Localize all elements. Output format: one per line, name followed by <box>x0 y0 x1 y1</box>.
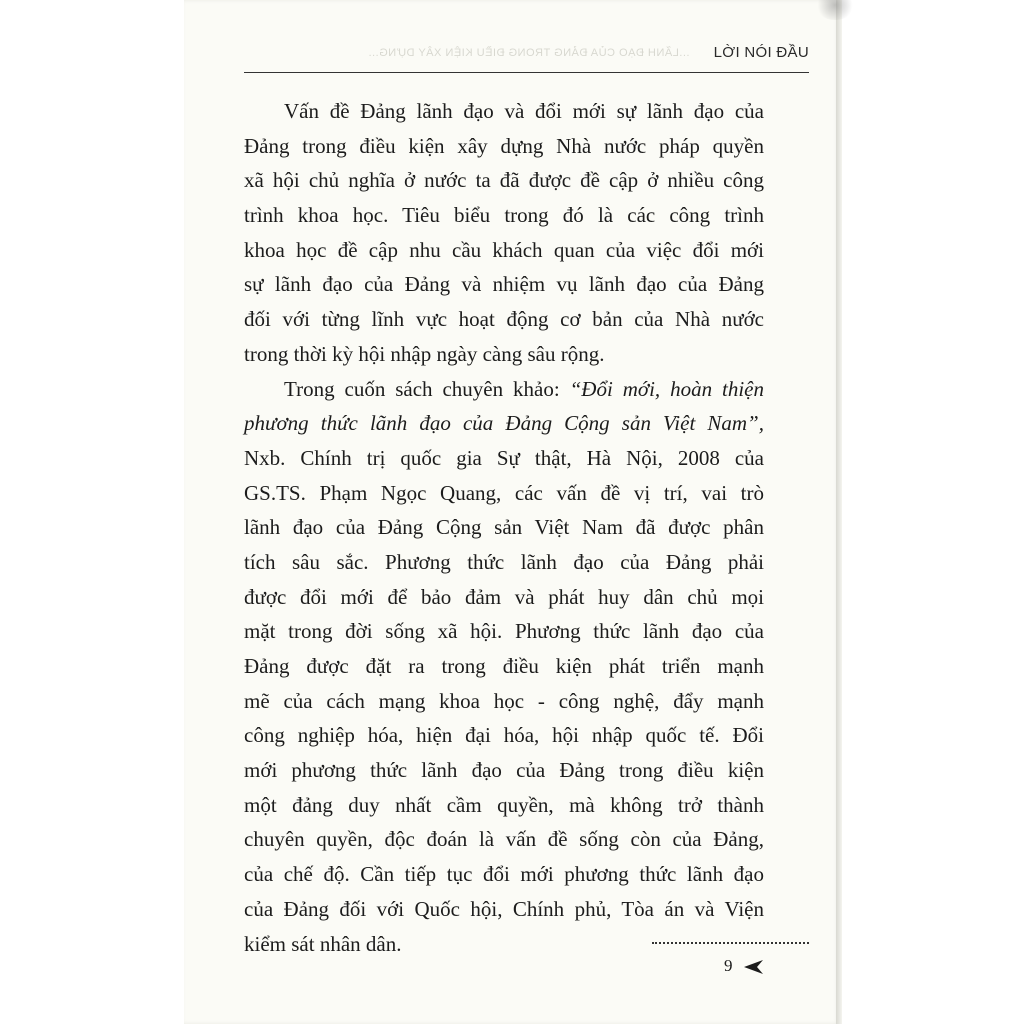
text-line: của Đảng đối với Quốc hội, Chính phủ, Tòa án và Viện <box>244 896 764 921</box>
page-arrow-icon <box>742 958 764 976</box>
text-line: Vấn đề Đảng lãnh đạo và đổi mới sự lãnh đạo của <box>284 99 764 123</box>
show-through-header: ...LÃNH ĐẠO CỦA ĐẢNG TRONG ĐIỀU KIỆN XÂY DỰNG... <box>368 47 690 59</box>
page-footer <box>652 942 812 982</box>
text-line: mẽ của cách mạng khoa học - công nghệ, đẩy mạnh <box>244 688 764 713</box>
book-title-continued: phương thức lãnh đạo của Đảng Cộng sản Việt Nam”, <box>244 411 764 436</box>
paragraph-intro: Trong cuốn sách chuyên khảo: <box>284 376 570 401</box>
text-line: Đảng được đặt ra trong điều kiện phát triển mạnh <box>244 654 764 678</box>
body-text <box>244 94 764 961</box>
text-line: được đổi mới để bảo đảm và phát huy dân chủ mọi <box>244 584 764 609</box>
page-number: 9 <box>724 956 733 975</box>
text-line: xã hội chủ nghĩa ở nước ta đã được đề cập ở nhiều công <box>244 168 764 193</box>
text-line: GS.TS. Phạm Ngọc Quang, các vấn đề vị trí, vai trò <box>244 480 764 505</box>
book-title: “Đổi mới, hoàn thiện <box>569 376 764 401</box>
text-line: tích sâu sắc. Phương thức lãnh đạo của Đảng phải <box>244 549 764 574</box>
text-line: mới phương thức lãnh đạo của Đảng trong điều kiện <box>244 758 764 783</box>
text-line: Nxb. Chính trị quốc gia Sự thật, Hà Nội, 2008 của <box>244 445 764 470</box>
dotted-rule <box>652 942 809 944</box>
text-line: lãnh đạo của Đảng Cộng sản Việt Nam đã được phân <box>244 515 764 540</box>
text-line: khoa học đề cập nhu cầu khách quan của việc đổi mới <box>244 237 764 262</box>
text-line: chuyên quyền, độc đoán là vấn đề sống còn của Đảng, <box>244 827 764 852</box>
text-line: sự lãnh đạo của Đảng và nhiệm vụ lãnh đạo của Đảng <box>244 272 764 297</box>
text-line: công nghiệp hóa, hiện đại hóa, hội nhập quốc tế. Đổi <box>244 723 764 748</box>
text-line <box>244 372 764 407</box>
page-header <box>244 34 809 74</box>
running-head: LỜI NÓI ĐẦU <box>713 44 809 61</box>
text-line: đối với từng lĩnh vực hoạt động cơ bản của Nhà nước <box>244 307 764 332</box>
text-line: Đảng trong điều kiện xây dựng Nhà nước pháp quyền <box>244 133 764 158</box>
text-line: của chế độ. Cần tiếp tục đổi mới phương thức lãnh đạo <box>244 862 764 887</box>
paragraph-2 <box>244 372 764 962</box>
page-edge <box>836 0 842 1024</box>
header-rule <box>244 72 809 73</box>
text-line: trình khoa học. Tiêu biểu trong đó là các công trình <box>244 203 764 228</box>
paragraph-1 <box>244 94 764 372</box>
text-line: kiểm sát nhân dân. <box>244 931 402 956</box>
text-line: một đảng duy nhất cầm quyền, mà không trở thành <box>244 792 764 817</box>
text-line: mặt trong đời sống xã hội. Phương thức lãnh đạo của <box>244 619 764 644</box>
text-line: trong thời kỳ hội nhập ngày càng sâu rộng. <box>244 341 605 366</box>
